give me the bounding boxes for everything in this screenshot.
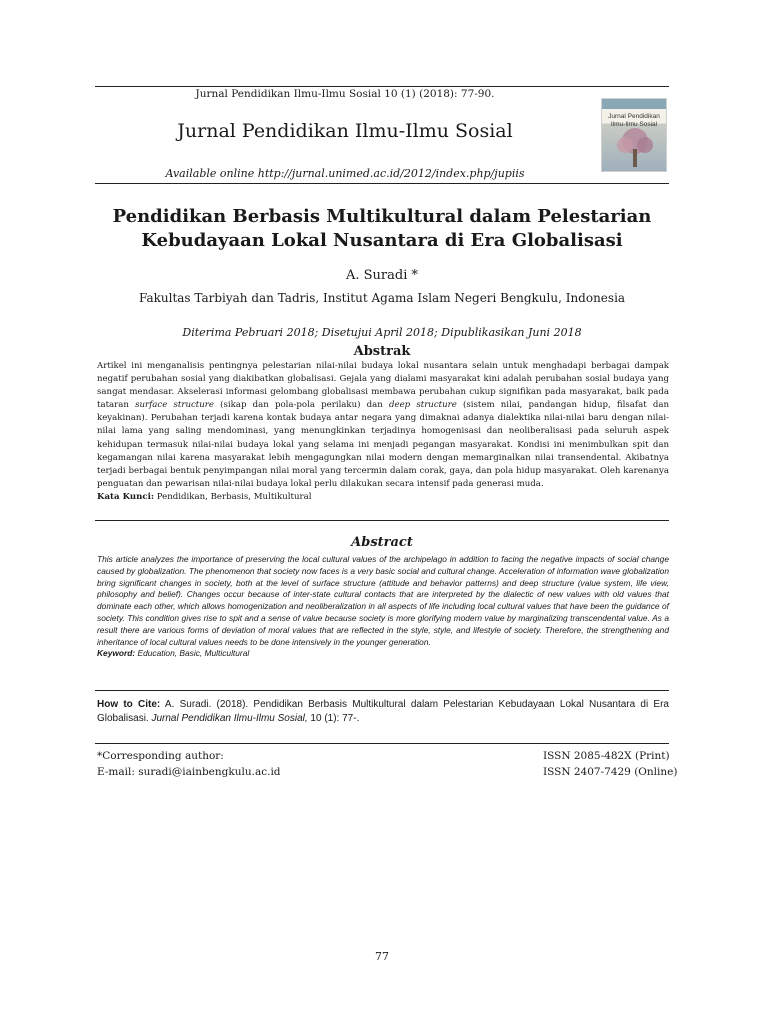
journal-title: Jurnal Pendidikan Ilmu-Ilmu Sosial bbox=[177, 120, 513, 142]
paper-title: Pendidikan Berbasis Multikultural dalam Pelestarian Kebudayaan Lokal Nusantara di Era Globalisasi bbox=[112, 206, 652, 251]
cover-title: Jurnal Pendidikan Ilmu-Ilmu Sosial bbox=[608, 113, 660, 128]
journal-citation-header: Jurnal Pendidikan Ilmu-Ilmu Sosial 10 (1) (2018): 77-90. bbox=[195, 88, 495, 100]
available-online-link[interactable]: Available online http://jurnal.unimed.ac.id/2012/index.php/jupiis bbox=[165, 167, 525, 180]
abstrak-body: Artikel ini menganalisis pentingnya pelestarian nilai-nilai budaya lokal nusantara selain untuk menghadapi berbagai dampak negatif perubahan sosial yang diakibatkan globalisasi. Gejala yang dialami masyarakat kini adalah perubahan sosial budaya yang sangat mendasar. Akselerasi informasi gelombang globalisasi membawa perubahan cukup signifikan pada masyarakat, baik pada tataran surface structure (sikap dan pola-pola perilaku) dan deep structure (sistem nilai, pandangan hidup, filsafat dan keyakinan). Perubahan terjadi karena kontak budaya antar negara yang dimaknai adanya dialektika nilai-nilai baru dengan nilai-nilai lama yang saling mendominasi, yang menungkinkan terjadinya homogenisasi dan neoliberalisasi pada seluruh aspek kehidupan termasuk nilai-nilai budaya lokal yang selama ini menjadi pegangan masyarakat. Kondisi ini menimbulkan spit dan kegamangan nilai karena masyarakat lebih mengagungkan nilai modern dengan memarginalkan nilai transendental. Akibatnya terjadi berbagai bentuk penyimpangan nilai moral yang tercermin dalam corak, gaya, dan pola hidup masyarakat. Oleh karenanya penguatan dan pewarisan nilai-nilai budaya lokal perlu dilakukan secara intensif pada generasi muda. Kata Kunci: Pendidikan, Berbasis, Multikultural bbox=[97, 361, 669, 502]
author-affiliation: Fakultas Tarbiyah dan Tadris, Institut Agama Islam Negeri Bengkulu, Indonesia bbox=[138, 291, 626, 305]
abstract-keywords-label: Keyword: bbox=[97, 648, 136, 659]
abstrak-keywords-label: Kata Kunci: bbox=[97, 491, 155, 502]
abstract-heading: Abstract bbox=[351, 535, 413, 550]
abstract-body: This article analyzes the importance of preserving the local cultural values of the archipelago in addition to facing the negative impacts of social change caused by globalization. The phenomenon that society now faces is a very basic social and cultural change. Acceleration of information wave globalization bring significant changes in society, both at the level of surface structure (attitude and behavior patterns) and deep structure (value system, life view, philosophy and belief). Changes occur because of inter-state cultural contacts that are interpreted by the dialectic of new values with old values that dominate each other, which allows homogenization and neoliberalization in all aspects of life including local cultural values that have been the guidance of society. This condition gives rise to spit and a sense of value because society is more glorifying modern value by marginalizing transcendental value. As a result there are various forms of deviation of moral values that are reflected in the style, style, and lifestyle of society. Therefore, the strengthening and inheritance of local cultural values needs to be done intensively in the younger generation. Keyword: Education, Basic, Multicultural bbox=[97, 554, 669, 659]
author-email[interactable]: E-mail: suradi@iainbengkulu.ac.id bbox=[97, 766, 281, 778]
tree-icon bbox=[610, 125, 660, 171]
abstrak-keywords: Pendidikan, Berbasis, Multikultural bbox=[154, 491, 312, 502]
section-rule-cite bbox=[95, 690, 669, 691]
journal-cover-thumbnail bbox=[601, 98, 667, 172]
issn-block bbox=[543, 748, 677, 780]
publication-dates: Diterima Pebruari 2018; Disetujui April 2018; Dipublikasikan Juni 2018 bbox=[182, 326, 582, 339]
footer-rule bbox=[95, 743, 669, 744]
page-number: 77 bbox=[375, 950, 389, 963]
cover-band bbox=[602, 99, 666, 109]
issn-print: ISSN 2085-482X (Print) bbox=[543, 750, 670, 762]
corresponding-author: *Corresponding author: E-mail: suradi@iainbengkulu.ac.id bbox=[97, 750, 281, 778]
abstract-keywords: Education, Basic, Multicultural bbox=[135, 648, 250, 659]
how-to-cite: How to Cite: A. Suradi. (2018). Pendidikan Berbasis Multikultural dalam Pelestarian Kebudayaan Lokal Nusantara di Era Globalisasi. Jurnal Pendidikan Ilmu-Ilmu Sosial, 10 (1): 77-. bbox=[97, 699, 669, 724]
header-rule-bottom bbox=[95, 183, 669, 184]
abstrak-heading: Abstrak bbox=[353, 344, 411, 359]
issn-online: ISSN 2407-7429 (Online) bbox=[543, 766, 678, 778]
header-rule-top bbox=[95, 86, 669, 87]
section-rule-abstract bbox=[95, 520, 669, 521]
author-name: A. Suradi * bbox=[345, 268, 418, 283]
